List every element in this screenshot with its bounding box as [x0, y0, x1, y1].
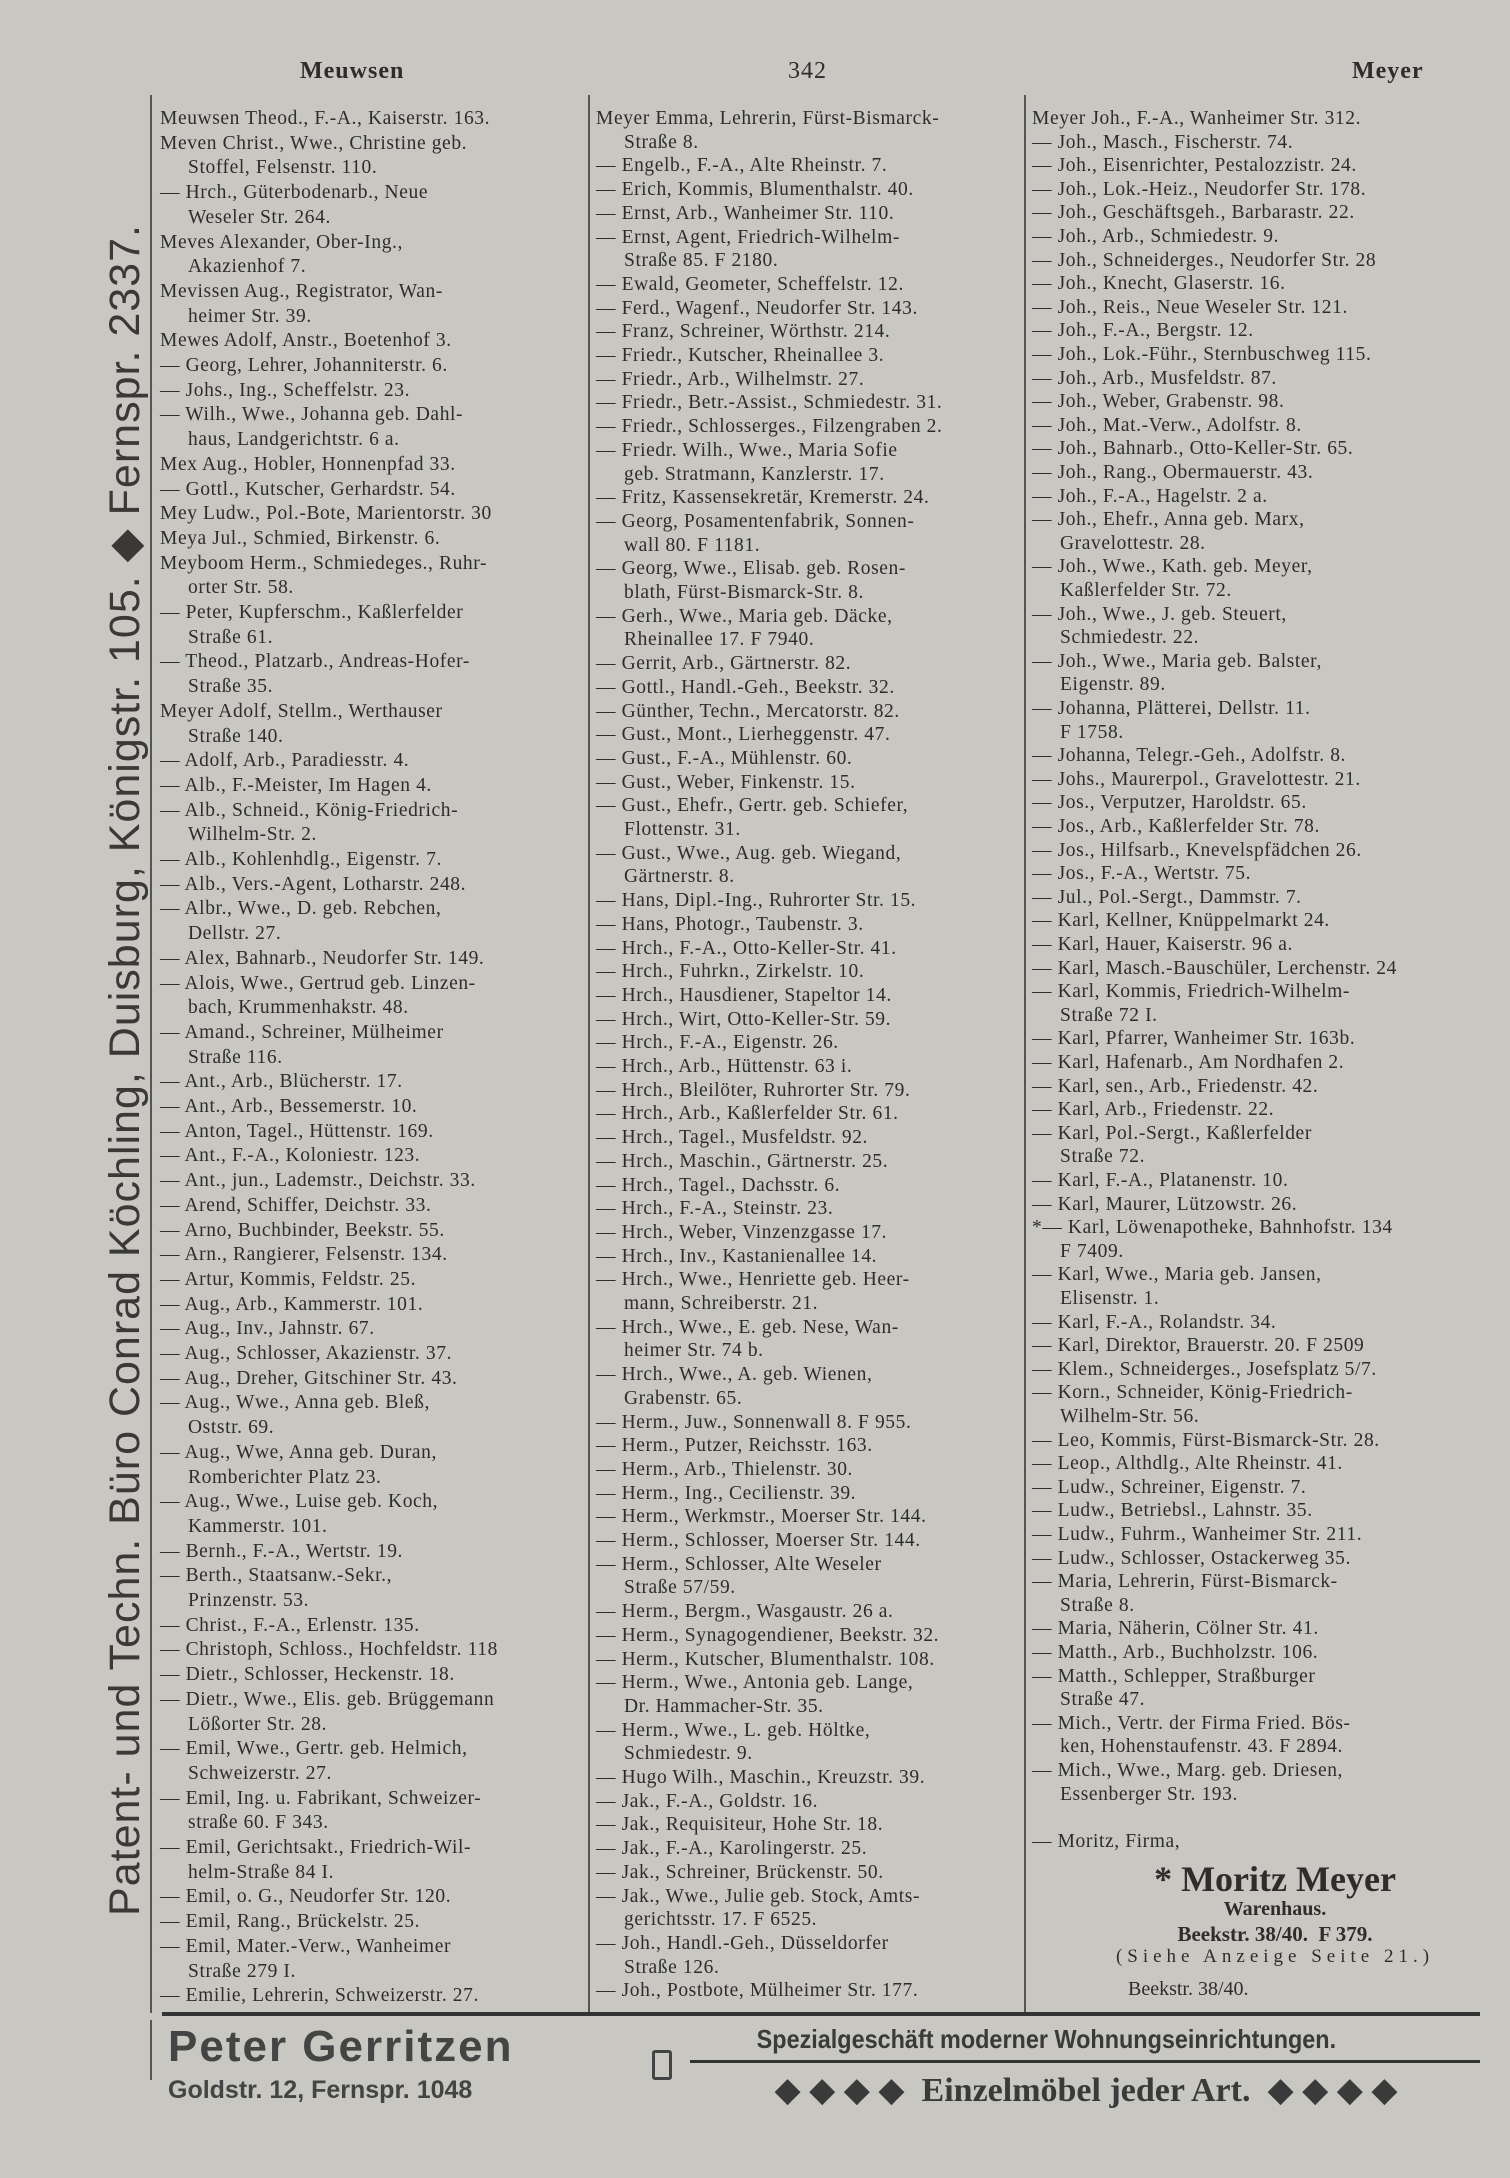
directory-entry-line: — Gerh., Wwe., Maria geb. Däcke,: [596, 605, 893, 627]
directory-entry-line: blath, Fürst-Bismarck-Str. 8.: [624, 582, 865, 603]
directory-entry-line: Flottenstr. 31.: [624, 819, 741, 840]
directory-entry-line: — Joh., Knecht, Glaserstr. 16.: [1032, 273, 1286, 295]
directory-entry-line: straße 60. F 343.: [188, 1812, 329, 1834]
directory-entry-line: — Herm., Ing., Cecilienstr. 39.: [596, 1482, 857, 1504]
directory-entry-line: — Ernst, Agent, Friedrich-Wilhelm-: [596, 226, 900, 248]
directory-entry-line: — Karl, Hauer, Kaiserstr. 96 a.: [1032, 934, 1293, 955]
directory-entry-line: Dellstr. 27.: [188, 923, 282, 945]
directory-entry-line: — Emil, Mater.-Verw., Wanheimer: [160, 1935, 452, 1957]
directory-entry-line: Prinzenstr. 53.: [188, 1590, 310, 1611]
directory-entry-line: — Karl, F.-A., Platanenstr. 10.: [1032, 1170, 1289, 1191]
ad-slogan: Spezialgeschäft moderner Wohnungseinrichtungen.: [756, 2024, 1337, 2054]
directory-entry-line: — Herm., Arb., Thielenstr. 30.: [596, 1458, 854, 1480]
directory-entry-line: Meyboom Herm., Schmiedeges., Ruhr-: [160, 552, 488, 574]
directory-entry-line: — Karl, Kellner, Knüppelmarkt 24.: [1032, 910, 1330, 932]
directory-entry-line: Straße 126.: [624, 1956, 720, 1978]
directory-entry-line: Essenberger Str. 193.: [1060, 1783, 1238, 1805]
directory-entry-line: — Herm., Wwe., L. geb. Höltke,: [596, 1719, 871, 1741]
directory-entry-line: — Mich., Vertr. der Firma Fried. Bös-: [1032, 1712, 1351, 1734]
column-rule: [1024, 95, 1026, 2013]
directory-entry-line: — Herm., Schlosser, Alte Weseler: [596, 1553, 882, 1575]
directory-entry-line: gerichtsstr. 17. F 6525.: [624, 1909, 818, 1931]
directory-entry-line: — Franz, Schreiner, Wörthstr. 214.: [596, 321, 891, 343]
directory-entry-line: — Joh., Bahnarb., Otto-Keller-Str. 65.: [1032, 438, 1354, 460]
directory-entry-line: — Jak., F.-A., Karolingerstr. 25.: [596, 1838, 868, 1860]
directory-entry-line: — Arno, Buchbinder, Beekstr. 55.: [160, 1219, 445, 1241]
directory-entry-line: Kaßlerfelder Str. 72.: [1060, 580, 1232, 601]
ad-slogan-rule: [690, 2060, 1480, 2063]
ornament-icon: [652, 2050, 672, 2080]
directory-entry-line: — Emil, Wwe., Gertr. geb. Helmich,: [160, 1738, 468, 1760]
directory-entry-line: Straße 35.: [188, 676, 274, 698]
directory-entry-line: — Mich., Wwe., Marg. geb. Driesen,: [1032, 1760, 1344, 1781]
directory-entry-line: Meven Christ., Wwe., Christine geb.: [160, 132, 468, 154]
directory-entry-line: Mewes Adolf, Anstr., Boetenhof 3.: [160, 330, 452, 352]
directory-entry-line: — Theod., Platzarb., Andreas-Hofer-: [160, 651, 470, 673]
directory-entry-line: Meya Jul., Schmied, Birkenstr. 6.: [160, 527, 441, 549]
ad-tagline: ◆ ◆ ◆ ◆ Einzelmöbel jeder Art. ◆ ◆ ◆ ◆: [774, 2072, 1398, 2109]
directory-entry-line: — Alb., Kohlenhdlg., Eigenstr. 7.: [160, 849, 442, 870]
directory-entry-line: — Johs., Maurerpol., Gravelottestr. 21.: [1032, 768, 1361, 790]
directory-entry-line: Kammerstr. 101.: [188, 1515, 328, 1537]
directory-entry-line: heimer Str. 74 b.: [624, 1340, 764, 1362]
directory-entry-line: — Hrch., Weber, Vinzenzgasse 17.: [596, 1221, 888, 1243]
directory-entry-line: — Joh., F.-A., Bergstr. 12.: [1032, 320, 1254, 342]
directory-entry-line: — Emil, Ing. u. Fabrikant, Schweizer-: [160, 1787, 482, 1809]
directory-entry-line: Stoffel, Felsenstr. 110.: [188, 157, 378, 179]
directory-entry-line: Romberichter Platz 23.: [188, 1466, 382, 1488]
directory-entry-line: Straße 279 I.: [188, 1960, 296, 1982]
directory-entry-line: — Amand., Schreiner, Mülheimer: [160, 1021, 444, 1043]
directory-entry-line: — Ludw., Betriebsl., Lahnstr. 35.: [1032, 1500, 1313, 1522]
directory-entry-line: Wilhelm-Str. 2.: [188, 824, 317, 846]
directory-entry-line: — Gust., Ehefr., Gertr. geb. Schiefer,: [596, 795, 909, 817]
directory-entry-line: F 7409.: [1060, 1240, 1124, 1262]
directory-entry-line: — Georg, Wwe., Elisab. geb. Rosen-: [596, 558, 906, 580]
directory-entry-line: — Aug., Dreher, Gitschiner Str. 43.: [160, 1367, 458, 1389]
directory-entry-line: — Ant., Arb., Bessemerstr. 10.: [160, 1096, 418, 1117]
directory-entry-line: — Emil, o. G., Neudorfer Str. 120.: [160, 1886, 452, 1908]
directory-entry-line: — Bernh., F.-A., Wertstr. 19.: [160, 1540, 404, 1562]
directory-entry-line: — Adolf, Arb., Paradiesstr. 4.: [160, 750, 410, 772]
directory-entry-line: Meves Alexander, Ober-Ing.,: [160, 231, 403, 253]
directory-entry-line: — Ant., jun., Lademstr., Deichstr. 33.: [160, 1170, 476, 1192]
directory-entry-line: Meyer Emma, Lehrerin, Fürst-Bismarck-: [596, 108, 940, 129]
directory-entry-line: — Gust., Wwe., Aug. geb. Wiegand,: [596, 842, 902, 864]
directory-entry-line: — Albr., Wwe., D. geb. Rebchen,: [160, 898, 442, 920]
directory-entry-line: — Arend, Schiffer, Deichstr. 33.: [160, 1194, 432, 1216]
directory-entry-line: — Hrch., Inv., Kastanienallee 14.: [596, 1245, 878, 1267]
ad-reference: (Siehe Anzeige Seite 21.): [1115, 1946, 1435, 1967]
directory-entry-line: Mex Aug., Hobler, Honnenpfad 33.: [160, 453, 456, 475]
directory-entry-line: — Gust., F.-A., Mühlenstr. 60.: [596, 747, 853, 769]
directory-entry-line: — Aug., Wwe., Luise geb. Koch,: [160, 1491, 439, 1513]
directory-entry-line: Meyer Joh., F.-A., Wanheimer Str. 312.: [1032, 108, 1362, 129]
directory-entry-line: — Friedr. Wilh., Wwe., Maria Sofie: [596, 439, 898, 461]
ad-firm-name: * Moritz Meyer: [1154, 1859, 1396, 1899]
directory-entry-line: — Herm., Kutscher, Blumenthalstr. 108.: [596, 1648, 935, 1670]
directory-entry-line: — Hans, Photogr., Taubenstr. 3.: [596, 913, 864, 935]
directory-entry-line: Elisenstr. 1.: [1060, 1288, 1160, 1309]
directory-entry-line: — Georg, Lehrer, Johanniterstr. 6.: [160, 355, 448, 376]
ad-company: Peter Gerritzen: [168, 2022, 514, 2071]
directory-entry-line: — Joh., Ehefr., Anna geb. Marx,: [1032, 509, 1305, 531]
directory-entry-line: — Georg, Posamentenfabrik, Sonnen-: [596, 510, 915, 532]
directory-entry-line: Dr. Hammacher-Str. 35.: [624, 1695, 824, 1717]
directory-entry-line: — Korn., Schneider, König-Friedrich-: [1032, 1382, 1353, 1404]
directory-entry-line: — Alb., Vers.-Agent, Lotharstr. 248.: [160, 873, 467, 895]
directory-entry-line: — Joh., Handl.-Geh., Düsseldorfer: [596, 1932, 889, 1954]
directory-entry-line: — Dietr., Wwe., Elis. geb. Brüggemann: [160, 1688, 495, 1710]
directory-entry-line: — Friedr., Betr.-Assist., Schmiedestr. 31.: [596, 392, 943, 414]
directory-entry-line: Straße 140.: [188, 725, 284, 747]
directory-entry-line: Straße 116.: [188, 1046, 283, 1068]
directory-entry-line: — Joh., Postbote, Mülheimer Str. 177.: [596, 1980, 919, 2002]
directory-entry-line: — Alb., F.-Meister, Im Hagen 4.: [160, 774, 432, 796]
directory-entry-line: — Hrch., F.-A., Steinstr. 23.: [596, 1198, 834, 1220]
directory-entry-line: ken, Hohenstaufenstr. 43. F 2894.: [1060, 1736, 1344, 1758]
directory-entry-line: — Joh., Weber, Grabenstr. 98.: [1032, 391, 1285, 413]
directory-entry-line: — Maria, Näherin, Cölner Str. 41.: [1032, 1618, 1319, 1640]
directory-entry-line: — Joh., Eisenrichter, Pestalozzistr. 24.: [1032, 155, 1357, 177]
directory-entry-line: — Matth., Arb., Buchholzstr. 106.: [1032, 1642, 1319, 1663]
directory-entry-line: — Friedr., Arb., Wilhelmstr. 27.: [596, 368, 865, 390]
directory-entry-line: — Karl, Maurer, Lützowstr. 26.: [1032, 1193, 1298, 1215]
directory-entry-line: — Jos., F.-A., Wertstr. 75.: [1032, 863, 1252, 885]
directory-entry-line: — Hrch., Fuhrkn., Zirkelstr. 10.: [596, 961, 865, 983]
directory-entry-line: wall 80. F 1181.: [624, 534, 761, 556]
ad-firm-type: Warenhaus.: [1223, 1898, 1327, 1920]
directory-entry-line: mann, Schreiberstr. 21.: [624, 1293, 819, 1314]
directory-entry-line: — Hans, Dipl.-Ing., Ruhrorter Str. 15.: [596, 890, 917, 912]
directory-entry-line: — Gottl., Handl.-Geh., Beekstr. 32.: [596, 676, 895, 698]
directory-entry-line: Schweizerstr. 27.: [188, 1762, 332, 1784]
ad-trailing-line: Beekstr. 38/40.: [1128, 1978, 1249, 2000]
directory-entry-line: — Gottl., Kutscher, Gerhardstr. 54.: [160, 478, 456, 500]
directory-entry-line: Lößorter Str. 28.: [188, 1713, 328, 1735]
directory-entry-line: Wilhelm-Str. 56.: [1060, 1406, 1200, 1427]
directory-entry-line: — Ludw., Schlosser, Ostackerweg 35.: [1032, 1547, 1351, 1569]
directory-entry-line: orter Str. 58.: [188, 577, 294, 599]
directory-entry-line: Schmiedestr. 9.: [624, 1743, 753, 1765]
directory-entry-line: — Joh., Schneiderges., Neudorfer Str. 28: [1032, 249, 1377, 271]
directory-entry-line: — Karl, sen., Arb., Friedenstr. 42.: [1032, 1075, 1319, 1097]
directory-entry-line: — Dietr., Schlosser, Heckenstr. 18.: [160, 1664, 455, 1686]
directory-entry-line: Weseler Str. 264.: [188, 206, 331, 228]
directory-entry-line: Gravelottestr. 28.: [1060, 532, 1206, 554]
directory-entry-line: — Hrch., Bleilöter, Ruhrorter Str. 79.: [596, 1079, 911, 1101]
directory-entry-line: — Christ., F.-A., Erlenstr. 135.: [160, 1614, 420, 1636]
directory-entry-line: — Joh., Rang., Obermauerstr. 43.: [1032, 462, 1314, 483]
running-head-left: Meuwsen: [300, 58, 405, 84]
directory-entry-line: — Anton, Tagel., Hüttenstr. 169.: [160, 1120, 434, 1142]
directory-entry-line: — Wilh., Wwe., Johanna geb. Dahl-: [160, 404, 464, 426]
directory-entry-line: — Aug., Wwe, Anna geb. Duran,: [160, 1441, 437, 1463]
directory-entry-line: — Peter, Kupferschm., Kaßlerfelder: [160, 602, 464, 623]
directory-entry-line: — Leo, Kommis, Fürst-Bismarck-Str. 28.: [1032, 1429, 1380, 1451]
directory-entry-line: — Friedr., Kutscher, Rheinallee 3.: [596, 345, 885, 366]
directory-entry-line: geb. Stratmann, Kanzlerstr. 17.: [624, 463, 885, 485]
directory-entry-line: Straße 61.: [188, 626, 274, 648]
directory-entry-line: — Hrch., Wwe., Henriette geb. Heer-: [596, 1269, 910, 1291]
directory-entry-line: — Matth., Schlepper, Straßburger: [1032, 1665, 1316, 1687]
directory-entry-line: — Moritz, Firma,: [1032, 1830, 1181, 1852]
directory-entry-line: — Karl, F.-A., Rolandstr. 34.: [1032, 1311, 1277, 1333]
directory-entry-line: — Herm., Juw., Sonnenwall 8. F 955.: [596, 1411, 912, 1433]
directory-entry-line: Oststr. 69.: [188, 1417, 275, 1439]
directory-entry-line: — Jos., Arb., Kaßlerfelder Str. 78.: [1032, 816, 1321, 837]
directory-entry-line: — Aug., Wwe., Anna geb. Bleß,: [160, 1392, 430, 1414]
directory-entry-line: — Karl, Direktor, Brauerstr. 20. F 2509: [1032, 1335, 1365, 1357]
directory-entry-line: — Ant., F.-A., Koloniestr. 123.: [160, 1145, 421, 1167]
directory-entry-line: Mey Ludw., Pol.-Bote, Marientorstr. 30: [160, 503, 492, 525]
directory-entry-line: Straße 47.: [1060, 1689, 1146, 1711]
directory-entry-line: — Gust., Mont., Lierheggenstr. 47.: [596, 724, 891, 746]
column-rule: [588, 95, 590, 2013]
directory-entry-line: — Friedr., Schlosserges., Filzengraben 2.: [596, 416, 943, 438]
directory-entry-line: helm-Straße 84 I.: [188, 1861, 335, 1883]
directory-entry-line: — Johanna, Telegr.-Geh., Adolfstr. 8.: [1032, 745, 1347, 767]
directory-entry-line: — Ewald, Geometer, Scheffelstr. 12.: [596, 273, 904, 295]
directory-entry-line: — Jak., Wwe., Julie geb. Stock, Amts-: [596, 1885, 921, 1907]
directory-entry-line: — Berth., Staatsanw.-Sekr.,: [160, 1565, 393, 1587]
directory-entry-line: Straße 8.: [624, 131, 699, 153]
directory-entry-line: — Hrch., Hausdiener, Stapeltor 14.: [596, 984, 892, 1006]
directory-entry-line: — Karl, Masch.-Bauschüler, Lerchenstr. 24: [1032, 957, 1397, 979]
directory-entry-line: — Hrch., Wwe., E. geb. Nese, Wan-: [596, 1316, 899, 1338]
directory-entry-line: — Aug., Inv., Jahnstr. 67.: [160, 1318, 375, 1340]
directory-entry-line: — Hrch., Tagel., Musfeldstr. 92.: [596, 1127, 869, 1149]
directory-entry-line: heimer Str. 39.: [188, 305, 312, 327]
directory-entry-line: Straße 72 I.: [1060, 1004, 1158, 1026]
side-banner-ad: Patent- und Techn. Büro Conrad Köchling, Duisburg, Königstr. 105. ◆ Fernspr. 2337.: [101, 224, 149, 1916]
directory-entry-line: Straße 85. F 2180.: [624, 250, 779, 272]
directory-entry-line: — Hrch., Tagel., Dachsstr. 6.: [596, 1174, 841, 1196]
directory-entry-line: — Alb., Schneid., König-Friedrich-: [160, 799, 459, 821]
directory-entry-line: — Herm., Schlosser, Moerser Str. 144.: [596, 1530, 921, 1551]
directory-entry-line: — Jos., Hilfsarb., Knevelspfädchen 26.: [1032, 839, 1362, 861]
directory-entry-line: Meyer Adolf, Stellm., Werthauser: [160, 700, 443, 722]
directory-entry-line: haus, Landgerichtstr. 6 a.: [188, 429, 400, 451]
directory-entry-line: — Herm., Bergm., Wasgaustr. 26 a.: [596, 1601, 894, 1623]
directory-entry-line: Gärtnerstr. 8.: [624, 866, 735, 888]
directory-entry-line: Straße 72.: [1060, 1146, 1146, 1168]
directory-entry-line: — Joh., Wwe., Maria geb. Balster,: [1032, 650, 1322, 672]
directory-entry-line: — Joh., Wwe., Kath. geb. Meyer,: [1032, 556, 1313, 578]
directory-entry-line: — Hrch., Wwe., A. geb. Wienen,: [596, 1364, 873, 1386]
directory-entry-line: — Gerrit, Arb., Gärtnerstr. 82.: [596, 653, 852, 675]
directory-entry-line: — Karl, Arb., Friedenstr. 22.: [1032, 1099, 1275, 1121]
directory-entry-line: — Erich, Kommis, Blumenthalstr. 40.: [596, 179, 914, 201]
directory-entry-line: F 1758.: [1060, 721, 1124, 743]
directory-entry-line: — Emilie, Lehrerin, Schweizerstr. 27.: [160, 1985, 479, 2007]
directory-entry-line: — Alex, Bahnarb., Neudorfer Str. 149.: [160, 947, 485, 969]
directory-entry-line: — Jul., Pol.-Sergt., Dammstr. 7.: [1032, 886, 1302, 908]
directory-entry-line: — Jak., F.-A., Goldstr. 16.: [596, 1790, 819, 1812]
directory-entry-line: — Günther, Techn., Mercatorstr. 82.: [596, 700, 900, 722]
directory-entry-line: — Ernst, Arb., Wanheimer Str. 110.: [596, 202, 895, 224]
directory-entry-line: — Joh., Mat.-Verw., Adolfstr. 8.: [1032, 414, 1302, 436]
directory-entry-line: *— Karl, Löwenapotheke, Bahnhofstr. 134: [1032, 1217, 1393, 1239]
directory-entry-line: — Johs., Ing., Scheffelstr. 23.: [160, 379, 411, 401]
directory-entry-line: — Joh., F.-A., Hagelstr. 2 a.: [1032, 485, 1268, 507]
directory-entry-line: — Herm., Putzer, Reichsstr. 163.: [596, 1435, 873, 1457]
directory-entry-line: bach, Krummenhakstr. 48.: [188, 997, 409, 1019]
running-head-right: Meyer: [1352, 58, 1424, 84]
directory-entry-line: — Arn., Rangierer, Felsenstr. 134.: [160, 1244, 448, 1266]
directory-entry-line: — Jak., Requisiteur, Hohe Str. 18.: [596, 1814, 884, 1836]
directory-entry-line: Akazienhof 7.: [188, 256, 307, 278]
directory-entry-line: Rheinallee 17. F 7940.: [624, 629, 815, 651]
directory-entry-line: Straße 57/59.: [624, 1577, 736, 1599]
directory-entry-line: — Joh., Lok.-Heiz., Neudorfer Str. 178.: [1032, 178, 1367, 200]
directory-entry-line: — Gust., Weber, Finkenstr. 15.: [596, 771, 856, 793]
ad-side-rule: [150, 2020, 152, 2080]
directory-entry-line: — Jak., Schreiner, Brückenstr. 50.: [596, 1861, 884, 1883]
directory-entry-line: — Emil, Rang., Brückelstr. 25.: [160, 1911, 421, 1933]
directory-entry-line: — Emil, Gerichtsakt., Friedrich-Wil-: [160, 1837, 472, 1858]
directory-entry-line: — Ludw., Fuhrm., Wanheimer Str. 211.: [1032, 1524, 1363, 1545]
directory-entry-line: — Klem., Schneiderges., Josefsplatz 5/7.: [1032, 1358, 1377, 1380]
directory-entry-line: — Karl, Pfarrer, Wanheimer Str. 163b.: [1032, 1028, 1356, 1050]
directory-entry-line: — Joh., Arb., Schmiedestr. 9.: [1032, 226, 1280, 247]
directory-entry-line: — Herm., Synagogendiener, Beekstr. 32.: [596, 1624, 940, 1646]
directory-entry-line: Schmiedestr. 22.: [1060, 627, 1200, 649]
directory-entry-line: — Alois, Wwe., Gertrud geb. Linzen-: [160, 972, 476, 994]
directory-entry-line: — Engelb., F.-A., Alte Rheinstr. 7.: [596, 155, 888, 177]
directory-entry-line: — Karl, Pol.-Sergt., Kaßlerfelder: [1032, 1122, 1312, 1144]
directory-entry-line: — Joh., Lok.-Führ., Sternbuschweg 115.: [1032, 344, 1372, 365]
directory-entry-line: Straße 8.: [1060, 1594, 1135, 1616]
directory-entry-line: — Fritz, Kassensekretär, Kremerstr. 24.: [596, 487, 930, 509]
directory-entry-line: — Joh., Geschäftsgeh., Barbarastr. 22.: [1032, 202, 1355, 224]
directory-entry-line: — Joh., Wwe., J. geb. Steuert,: [1032, 603, 1287, 625]
directory-entry-line: Grabenstr. 65.: [624, 1387, 743, 1409]
ad-address: Goldstr. 12, Fernspr. 1048: [168, 2076, 473, 2104]
directory-entry-line: — Maria, Lehrerin, Fürst-Bismarck-: [1032, 1571, 1338, 1593]
directory-entry-line: — Johanna, Plätterei, Dellstr. 11.: [1032, 698, 1311, 719]
directory-entry-line: — Artur, Kommis, Feldstr. 25.: [160, 1268, 417, 1290]
directory-entry-line: Mevissen Aug., Registrator, Wan-: [160, 280, 443, 302]
directory-entry-line: — Hrch., F.-A., Eigenstr. 26.: [596, 1032, 839, 1054]
directory-entry-line: — Hrch., Maschin., Gärtnerstr. 25.: [596, 1150, 889, 1172]
directory-entry-line: — Ant., Arb., Blücherstr. 17.: [160, 1071, 403, 1093]
directory-entry-line: — Karl, Wwe., Maria geb. Jansen,: [1032, 1264, 1322, 1286]
directory-entry-line: — Aug., Schlosser, Akazienstr. 37.: [160, 1343, 453, 1364]
directory-entry-line: — Joh., Arb., Musfeldstr. 87.: [1032, 367, 1277, 389]
directory-entry-line: — Jos., Verputzer, Haroldstr. 65.: [1032, 792, 1307, 814]
directory-entry-line: — Joh., Reis., Neue Weseler Str. 121.: [1032, 296, 1348, 318]
directory-entry-line: — Hugo Wilh., Maschin., Kreuzstr. 39.: [596, 1767, 926, 1788]
directory-entry-line: Meuwsen Theod., F.-A., Kaiserstr. 163.: [160, 108, 491, 129]
ad-firm-address: Beekstr. 38/40. F 379.: [1177, 1922, 1373, 1946]
directory-entry-line: Eigenstr. 89.: [1060, 674, 1166, 696]
ad-top-rule: [162, 2012, 1480, 2016]
directory-entry-line: — Joh., Masch., Fischerstr. 74.: [1032, 131, 1294, 153]
directory-entry-line: — Hrch., F.-A., Otto-Keller-Str. 41.: [596, 937, 897, 959]
directory-entry-line: — Karl, Hafenarb., Am Nordhafen 2.: [1032, 1052, 1345, 1073]
page-number: 342: [788, 58, 827, 84]
directory-entry-line: — Hrch., Güterbodenarb., Neue: [160, 182, 429, 204]
directory-entry-line: — Karl, Kommis, Friedrich-Wilhelm-: [1032, 981, 1351, 1003]
directory-entry-line: — Aug., Arb., Kammerstr. 101.: [160, 1293, 424, 1315]
directory-entry-line: — Leop., Althdlg., Alte Rheinstr. 41.: [1032, 1453, 1343, 1475]
directory-entry-line: — Herm., Werkmstr., Moerser Str. 144.: [596, 1506, 927, 1528]
directory-entry-line: — Hrch., Arb., Kaßlerfelder Str. 61.: [596, 1103, 899, 1125]
directory-entry-line: — Ferd., Wagenf., Neudorfer Str. 143.: [596, 297, 918, 319]
directory-entry-line: — Ludw., Schreiner, Eigenstr. 7.: [1032, 1476, 1307, 1498]
directory-entry-line: — Hrch., Arb., Hüttenstr. 63 i.: [596, 1056, 853, 1077]
directory-entry-line: — Christoph, Schloss., Hochfeldstr. 118: [160, 1639, 498, 1661]
directory-entry-line: — Herm., Wwe., Antonia geb. Lange,: [596, 1672, 914, 1694]
column-rule: [150, 95, 152, 2013]
directory-entry-line: — Hrch., Wirt, Otto-Keller-Str. 59.: [596, 1008, 892, 1030]
